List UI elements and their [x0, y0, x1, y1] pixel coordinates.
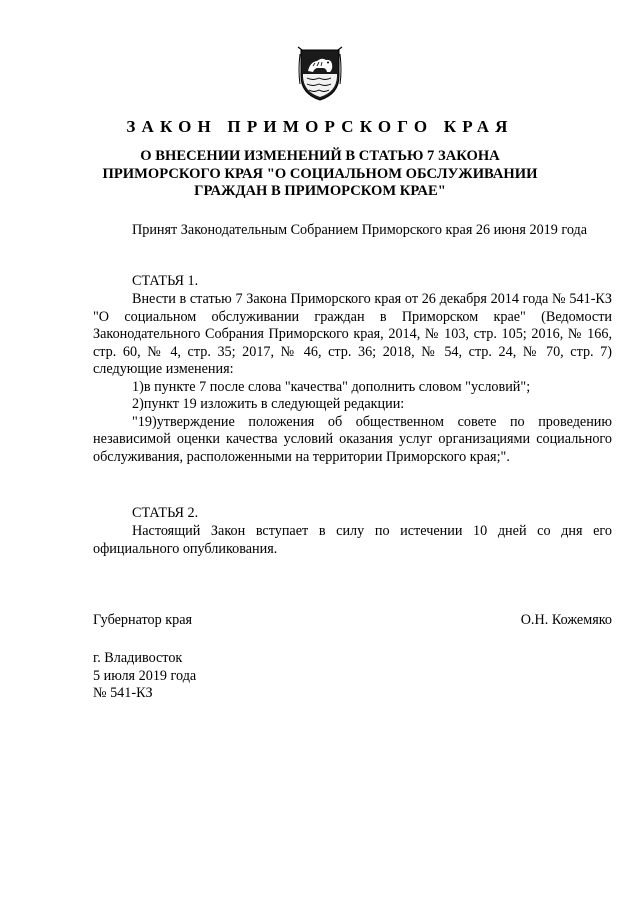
- signatory-position: Губернатор края: [93, 612, 193, 628]
- article-1-body: [93, 291, 612, 466]
- footer-city: г. Владивосток: [93, 650, 183, 666]
- article-1-quote: "19)утверждение положения об общественном совете по проведению независимой оценки качества условий оказания услуг организациями социального обслуживания, расположенными на территории Приморского края;".: [93, 413, 612, 465]
- article-1-heading: СТАТЬЯ 1.: [132, 273, 199, 289]
- article-1-item-1: 1)в пункте 7 после слова "качества" дополнить словом "условий";: [132, 378, 531, 395]
- law-subtitle: О ВНЕСЕНИИ ИЗМЕНЕНИЙ В СТАТЬЮ 7 ЗАКОНА ПРИМОРСКОГО КРАЯ "О СОЦИАЛЬНОМ ОБСЛУЖИВАНИИ ГРАЖДАН В ПРИМОРСКОМ КРАЕ": [102, 148, 538, 199]
- document-footer: [93, 650, 196, 703]
- signatory-name: О.Н. Кожемяко: [520, 612, 612, 628]
- article-1-intro: Внести в статью 7 Закона Приморского края от 26 декабря 2014 года № 541-КЗ "О социальном обслуживании граждан в Приморском крае" (Ведомости Законодательного Собрания Приморского края, 2014, № 103, стр. 105; 2016, № 166, стр. 60, № 4, стр. 35; 2017, № 46, стр. 36; 2018, № 54, стр. 24, № 70, стр. 7) следующие изменения:: [93, 291, 612, 377]
- article-2-heading: СТАТЬЯ 2.: [132, 505, 199, 521]
- article-2-text: Настоящий Закон вступает в силу по истечении 10 дней со дня его официального опубликования.: [93, 523, 612, 557]
- coat-of-arms-emblem: [297, 44, 343, 102]
- law-title: ЗАКОН ПРИМОРСКОГО КРАЯ: [126, 117, 514, 136]
- article-1-item-2: 2)пункт 19 изложить в следующей редакции:: [132, 396, 405, 412]
- footer-date: 5 июля 2019 года: [93, 667, 197, 684]
- adoption-note: Принят Законодательным Собранием Приморского края 26 июня 2019 года: [132, 222, 588, 238]
- footer-number: № 541-КЗ: [93, 685, 153, 701]
